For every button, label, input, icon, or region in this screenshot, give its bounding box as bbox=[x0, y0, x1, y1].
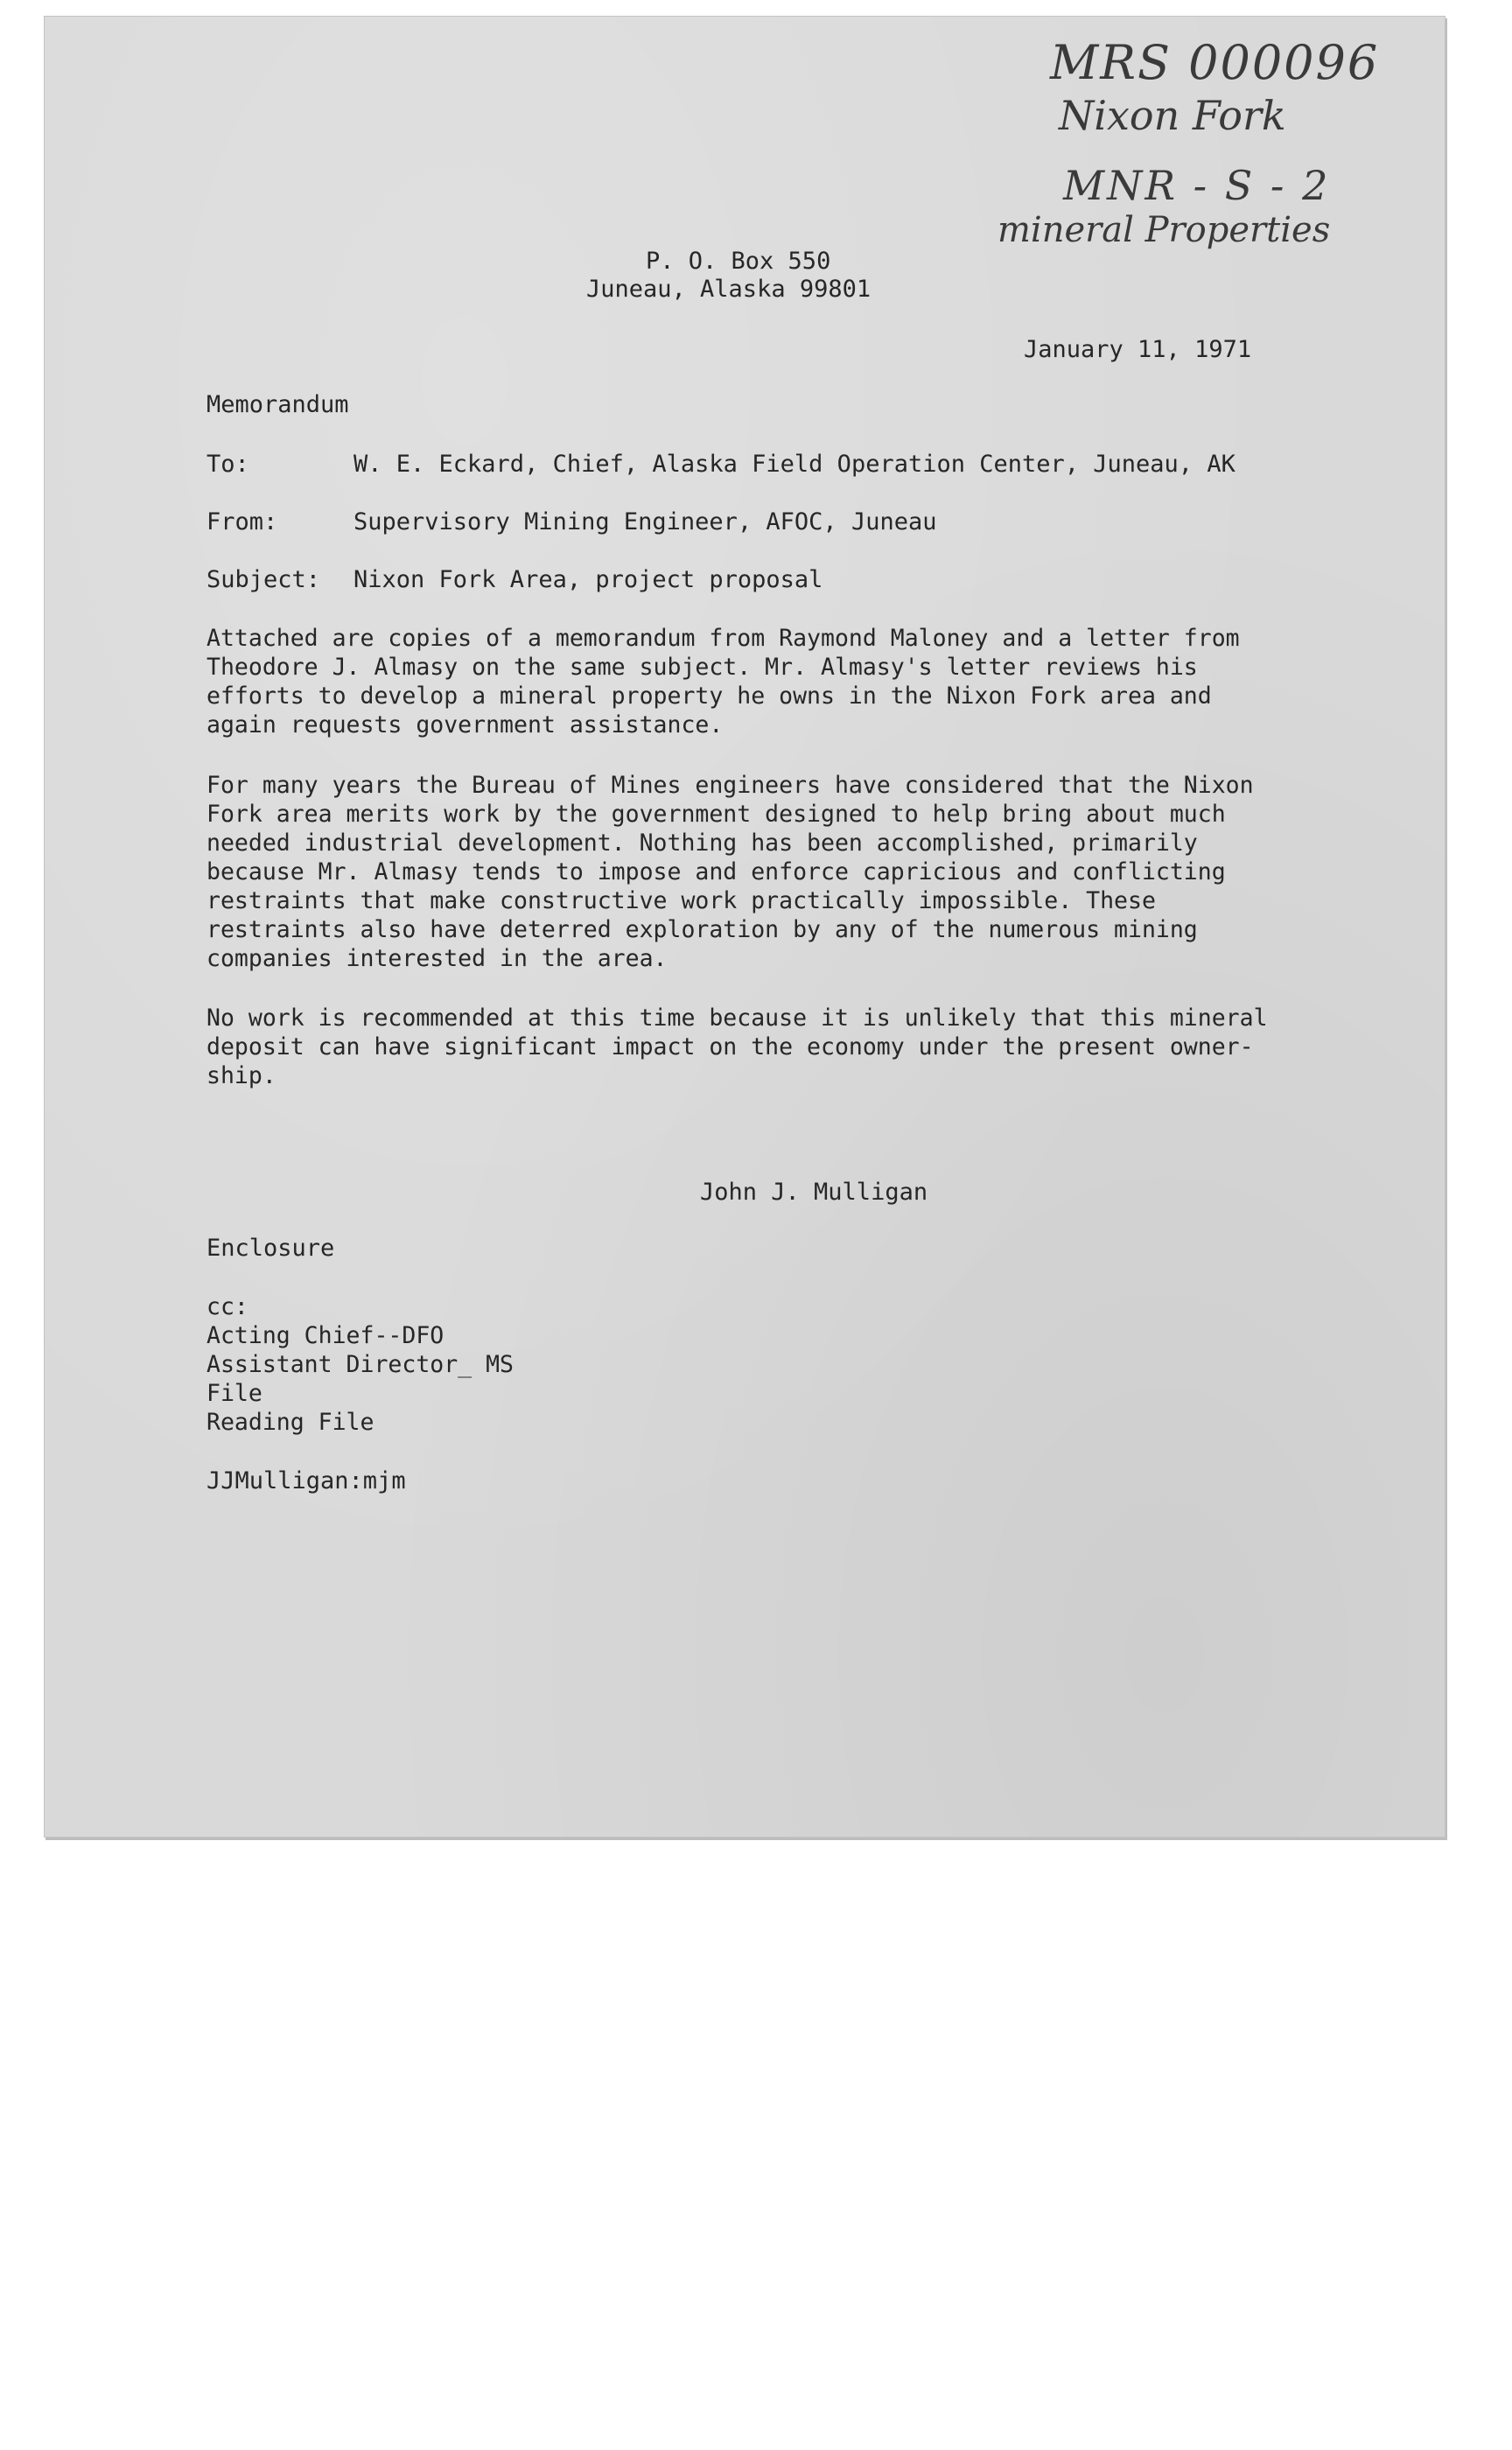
cc-item: Assistant Director_ MS bbox=[206, 1351, 514, 1378]
handwritten-category: mineral Properties bbox=[998, 210, 1331, 250]
from-value: Supervisory Mining Engineer, AFOC, Juneau bbox=[354, 508, 937, 536]
cc-item: Acting Chief--DFO bbox=[206, 1322, 444, 1349]
address-line-2: Juneau, Alaska 99801 bbox=[586, 276, 872, 303]
paragraph-line: because Mr. Almasy tends to impose and enforce capricious and conflicting bbox=[206, 858, 1226, 886]
paragraph-line: needed industrial development. Nothing has been accomplished, primarily bbox=[206, 830, 1198, 857]
subject-label: Subject: bbox=[206, 566, 321, 593]
handwritten-place: Nixon Fork bbox=[1059, 92, 1286, 139]
paragraph-line: restraints also have deterred exploration by any of the numerous mining bbox=[206, 916, 1198, 943]
to-label: To: bbox=[206, 451, 249, 478]
paragraph-line: No work is recommended at this time because it is unlikely that this mineral bbox=[206, 1004, 1268, 1032]
paragraph-line: For many years the Bureau of Mines engineers have considered that the Nixon bbox=[206, 772, 1254, 799]
paragraph-line: restraints that make constructive work practically impossible. These bbox=[206, 887, 1156, 914]
paragraph-line: deposit can have significant impact on the economy under the present owner- bbox=[206, 1033, 1254, 1060]
paragraph-line: efforts to develop a mineral property he owns in the Nixon Fork area and bbox=[206, 682, 1212, 710]
signature-name: John J. Mulligan bbox=[700, 1179, 928, 1206]
cc-label: cc: bbox=[206, 1293, 248, 1320]
subject-value: Nixon Fork Area, project proposal bbox=[354, 566, 823, 593]
memo-date: January 11, 1971 bbox=[1024, 336, 1252, 363]
paragraph-line: Attached are copies of a memorandum from Raymond Maloney and a letter from bbox=[206, 625, 1240, 652]
paragraph-line: Theodore J. Almasy on the same subject. Mr. Almasy's letter reviews his bbox=[206, 654, 1198, 681]
from-label: From: bbox=[206, 508, 278, 536]
typist-initials: JJMulligan:mjm bbox=[206, 1467, 406, 1494]
cc-item: File bbox=[206, 1380, 262, 1407]
body-paragraph-2 bbox=[206, 771, 1344, 973]
to-value: W. E. Eckard, Chief, Alaska Field Operation Center, Juneau, AK bbox=[354, 451, 1236, 478]
cc-item: Reading File bbox=[206, 1409, 374, 1436]
memorandum-label: Memorandum bbox=[206, 391, 349, 418]
handwritten-file-code: MRS 000096 bbox=[1050, 35, 1380, 90]
paragraph-line: companies interested in the area. bbox=[206, 945, 668, 972]
paragraph-line: ship. bbox=[206, 1062, 276, 1089]
body-paragraph-3 bbox=[206, 1004, 1344, 1090]
paragraph-line: Fork area merits work by the government designed to help bring about much bbox=[206, 801, 1226, 828]
body-paragraph-1 bbox=[206, 624, 1344, 739]
paragraph-line: again requests government assistance. bbox=[206, 711, 724, 738]
address-line-1: P. O. Box 550 bbox=[646, 248, 831, 275]
cc-list bbox=[206, 1292, 1344, 1437]
enclosure-label: Enclosure bbox=[206, 1235, 335, 1262]
handwritten-ref-code: MNR - S - 2 bbox=[1063, 162, 1331, 209]
